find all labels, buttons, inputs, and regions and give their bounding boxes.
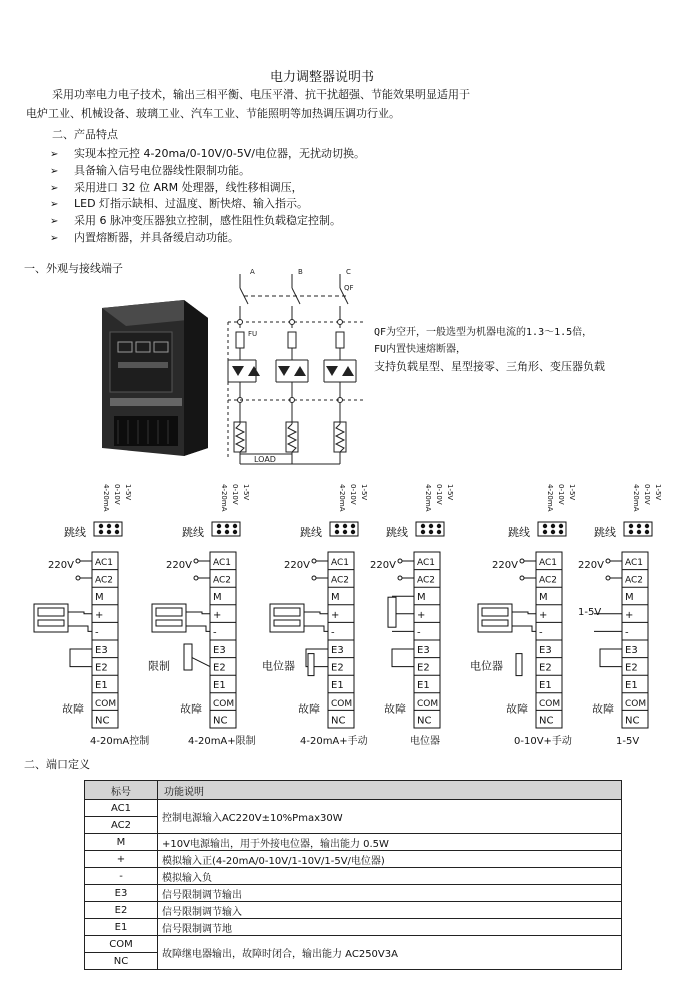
- jumper-pin: [225, 530, 229, 534]
- wire: [186, 626, 210, 631]
- wiring-caption: 4-20mA控制: [90, 736, 150, 747]
- wiring-block: [470, 484, 576, 747]
- intro-line-2: 电炉工业、机械设备、玻璃工业、汽车工业、节能照明等加热调压调功行业。: [26, 107, 400, 120]
- jumper-pin: [551, 530, 555, 534]
- jumper-pin: [559, 524, 563, 528]
- terminal-label: E2: [95, 662, 108, 674]
- feature-item: ➢ 采用进口 32 位 ARM 处理器，线性移相调压，: [50, 180, 365, 197]
- table-row: NC: [85, 953, 622, 970]
- jumper-pin: [99, 524, 103, 528]
- jumper-pin: [351, 524, 355, 528]
- jumper-label: 跳线: [64, 526, 86, 539]
- jumper-pin: [335, 530, 339, 534]
- section-appearance-heading: 一、外观与接线端子: [24, 262, 123, 275]
- load-label: LOAD: [254, 455, 276, 464]
- jumper-option-label: 0-10V: [643, 484, 651, 505]
- table-row: AC1 控制电源输入AC220V±10%Pmax30W: [85, 800, 622, 817]
- jumper-option-label: 0-10V: [113, 484, 121, 505]
- col-desc-header: 功能说明: [158, 781, 622, 800]
- terminal-label: AC2: [625, 575, 644, 586]
- limit-label: 限制: [148, 659, 170, 673]
- col-label-header: 标号: [85, 781, 158, 800]
- arrow-bullet-icon: ➢: [50, 149, 59, 160]
- wiring-caption: 电位器: [410, 736, 440, 747]
- jumper-pin: [217, 524, 221, 528]
- terminal-label: COM: [625, 698, 647, 709]
- jumper-pin: [543, 530, 547, 534]
- arrow-bullet-icon: ➢: [50, 199, 59, 211]
- jumper-option-label: 1-5V: [360, 484, 368, 501]
- terminal-label: COM: [331, 698, 353, 709]
- jumper-option-label: 4-20mA: [424, 484, 432, 512]
- jumper-label: 跳线: [386, 526, 408, 539]
- jumper-pin: [637, 524, 641, 528]
- input-terminal: [76, 576, 80, 580]
- arrow-bullet-icon: ➢: [50, 232, 59, 244]
- jumper-pin: [429, 524, 433, 528]
- jumper-pin: [421, 530, 425, 534]
- jumper-option-label: 1-5V: [568, 484, 576, 501]
- terminal-label: E2: [213, 662, 226, 674]
- wire: [304, 612, 328, 614]
- terminal-label: +: [417, 609, 426, 621]
- circuit-notes: [374, 324, 605, 375]
- input-terminal: [520, 559, 524, 563]
- input-terminal: [312, 576, 316, 580]
- wiring-caption: 4-20mA+限制: [188, 736, 256, 747]
- document-title: 电力调整器说明书: [270, 70, 375, 85]
- terminal-label: E1: [625, 680, 638, 692]
- arrow-bullet-icon: ➢: [50, 182, 59, 194]
- terminal-label: E3: [625, 645, 638, 656]
- jumper-pin: [429, 530, 433, 534]
- jumper-label: 跳线: [508, 526, 530, 539]
- jumper-option-label: 1-5V: [242, 484, 250, 501]
- input-terminal: [194, 576, 198, 580]
- fault-label: 故障: [298, 702, 320, 716]
- terminal-label: M: [213, 592, 222, 604]
- feature-item: ➢ LED 灯指示缺相、过温度、断快熔、输入指示。: [50, 196, 365, 213]
- table-row: E2 信号限制调节输入: [85, 902, 622, 919]
- jumper-option-label: 0-10V: [349, 484, 357, 505]
- terminal-label: NC: [331, 715, 346, 727]
- terminal-label: AC1: [95, 558, 114, 568]
- three-phase-circuit-diagram: [220, 264, 370, 472]
- input-terminal: [76, 559, 80, 563]
- voltage-label: 220V: [492, 560, 518, 571]
- jumper-option-label: 4-20mA: [632, 484, 640, 512]
- terminal-label: M: [417, 592, 426, 604]
- terminal-label: E1: [417, 680, 430, 692]
- wire: [392, 649, 414, 667]
- jumper-pin: [217, 530, 221, 534]
- jumper-label: 跳线: [594, 526, 616, 539]
- jumper-label: 跳线: [182, 526, 204, 539]
- feature-list: [50, 146, 365, 247]
- jumper-pin: [233, 524, 237, 528]
- phase-a-label: A: [250, 268, 255, 276]
- wiring-caption: 0-10V+手动: [514, 736, 572, 747]
- terminal-label: NC: [625, 715, 640, 727]
- note-line: FU内置快速熔断器，: [374, 344, 467, 355]
- terminal-label: E2: [331, 662, 344, 674]
- terminal-label: AC2: [417, 575, 436, 586]
- jumper-pin: [551, 524, 555, 528]
- terminal-label: AC2: [95, 575, 114, 586]
- terminal-label: -: [625, 627, 629, 639]
- terminal-label: +: [331, 609, 340, 621]
- terminal-label: -: [539, 627, 543, 639]
- terminal-label: +: [539, 609, 548, 621]
- port-definition-table: [84, 780, 622, 970]
- terminal-label: E3: [539, 645, 552, 656]
- potentiometer-label: 电位器: [262, 659, 295, 673]
- input-terminal: [606, 576, 610, 580]
- feature-item: ➢ 内置熔断器，并具备缓启动功能。: [50, 230, 365, 247]
- terminal-label: +: [213, 609, 222, 621]
- wiring-block: [370, 484, 454, 747]
- terminal-label: COM: [539, 698, 561, 709]
- terminal-label: E1: [95, 680, 108, 692]
- jumper-option-label: 1-5V: [124, 484, 132, 501]
- terminal-label: NC: [417, 715, 432, 727]
- jumper-pin: [225, 524, 229, 528]
- jumper-pin: [343, 530, 347, 534]
- terminal-label: AC2: [539, 575, 558, 586]
- terminal-label: -: [331, 627, 335, 639]
- jumper-pin: [335, 524, 339, 528]
- jumper-option-label: 4-20mA: [220, 484, 228, 512]
- jumper-pin: [437, 524, 441, 528]
- terminal-label: E2: [539, 662, 552, 674]
- potentiometer-label: 电位器: [470, 659, 503, 673]
- terminal-label: NC: [213, 715, 228, 727]
- wiring-block: [148, 484, 256, 747]
- fault-label: 故障: [506, 702, 528, 716]
- qf-label: QF: [344, 284, 354, 292]
- wire: [304, 626, 328, 631]
- jumper-pin: [107, 530, 111, 534]
- wiring-caption: 4-20mA+手动: [300, 736, 368, 747]
- section-ports-heading: 二、端口定义: [24, 758, 90, 771]
- terminal-label: -: [417, 627, 421, 639]
- jumper-option-label: 0-10V: [557, 484, 565, 505]
- potentiometer: [516, 654, 522, 676]
- voltage-label: 220V: [284, 560, 310, 571]
- jumper-pin: [559, 530, 563, 534]
- jumper-pin: [421, 524, 425, 528]
- jumper-pin: [637, 530, 641, 534]
- terminal-label: -: [213, 627, 217, 639]
- terminal-label: E3: [95, 645, 108, 656]
- jumper-option-label: 4-20mA: [546, 484, 554, 512]
- jumper-option-label: 0-10V: [231, 484, 239, 505]
- terminal-label: AC2: [213, 575, 232, 586]
- wire: [600, 649, 622, 667]
- jumper-pin: [233, 530, 237, 534]
- jumper-pin: [437, 530, 441, 534]
- table-row: + 模拟输入正(4-20mA/0-10V/1-10V/1-5V/电位器): [85, 851, 622, 868]
- fu-label: FU: [248, 330, 258, 338]
- intro-line-1: 采用功率电力电子技术，输出三相平衡、电压平滑、抗干扰超强、节能效果明显适用于: [52, 88, 470, 101]
- note-line: QF为空开，一般选型为机器电流的1.3～1.5倍，: [374, 327, 593, 338]
- terminal-label: E2: [417, 662, 430, 674]
- input-terminal: [520, 576, 524, 580]
- terminal-label: +: [625, 609, 634, 621]
- voltage-label: 220V: [370, 560, 396, 571]
- table-header-row: [85, 781, 622, 800]
- terminal-label: AC1: [417, 558, 436, 568]
- jumper-option-label: 0-10V: [435, 484, 443, 505]
- phase-b-label: B: [298, 268, 303, 276]
- terminal-label: AC1: [539, 558, 558, 568]
- jumper-option-label: 1-5V: [654, 484, 662, 501]
- limit-potentiometer: [184, 644, 192, 670]
- wire: [192, 658, 210, 667]
- jumper-pin: [543, 524, 547, 528]
- terminal-label: -: [95, 627, 99, 639]
- table-row: COM 故障继电器输出，故障时闭合，输出能力 AC250V3A: [85, 936, 622, 953]
- jumper-pin: [99, 530, 103, 534]
- voltage-label: 220V: [578, 560, 604, 571]
- wire: [68, 626, 92, 631]
- wiring-block: [34, 484, 149, 747]
- wiring-block: [262, 484, 368, 747]
- terminal-label: M: [539, 592, 548, 604]
- jumper-pin: [645, 524, 649, 528]
- terminal-label: NC: [539, 715, 554, 727]
- wire: [512, 612, 536, 614]
- wire: [186, 612, 210, 614]
- voltage-label: 220V: [48, 560, 74, 571]
- table-row: M +10V电源输出，用于外接电位器，输出能力 0.5W: [85, 834, 622, 851]
- wiring-caption: 1-5V: [616, 736, 640, 747]
- terminal-label: E1: [213, 680, 226, 692]
- terminal-label: AC2: [331, 575, 350, 586]
- potentiometer: [388, 597, 396, 627]
- fault-label: 故障: [180, 702, 202, 716]
- terminal-label: E2: [625, 662, 638, 674]
- jumper-pin: [115, 530, 119, 534]
- jumper-option-label: 4-20mA: [102, 484, 110, 512]
- terminal-label: M: [95, 592, 104, 604]
- input-terminal: [398, 559, 402, 563]
- feature-item: ➢ 采用 6 脉冲变压器独立控制，感性阻性负载稳定控制。: [50, 213, 365, 230]
- table-row: - 模拟输入负: [85, 868, 622, 885]
- jumper-pin: [629, 524, 633, 528]
- terminal-label: E3: [213, 645, 226, 656]
- wire: [512, 626, 536, 631]
- jumper-pin: [645, 530, 649, 534]
- terminal-label: E3: [331, 645, 344, 656]
- phase-c-label: C: [346, 268, 351, 276]
- jumper-pin: [351, 530, 355, 534]
- jumper-label: 跳线: [300, 526, 322, 539]
- wiring-block: [578, 484, 662, 747]
- fault-label: 故障: [592, 702, 614, 716]
- product-photo: [88, 298, 220, 460]
- input-terminal: [312, 559, 316, 563]
- terminal-label: COM: [95, 698, 117, 709]
- input-terminal: [606, 559, 610, 563]
- arrow-bullet-icon: ➢: [50, 165, 59, 177]
- feature-item: ➢ 实现本控元控 4-20ma/0-10V/0-5V/电位器，无扰动切换。: [50, 146, 365, 163]
- range-1-5v-label: 1-5V: [578, 606, 602, 618]
- input-terminal: [194, 559, 198, 563]
- note-line: 支持负载星型、星型接零、三角形、变压器负载: [374, 360, 605, 373]
- terminal-label: E1: [331, 680, 344, 692]
- wire: [70, 649, 92, 667]
- features-heading: 二、产品特点: [52, 128, 118, 141]
- jumper-pin: [107, 524, 111, 528]
- terminal-label: +: [95, 609, 104, 621]
- terminal-label: AC1: [625, 558, 644, 568]
- wire: [68, 612, 92, 614]
- voltage-label: 220V: [166, 560, 192, 571]
- jumper-pin: [343, 524, 347, 528]
- terminal-label: AC1: [213, 558, 232, 568]
- jumper-pin: [115, 524, 119, 528]
- wiring-diagrams: [0, 480, 700, 758]
- terminal-label: M: [625, 592, 634, 604]
- feature-item: ➢ 具备输入信号电位器线性限制功能。: [50, 163, 365, 180]
- terminal-label: COM: [213, 698, 235, 709]
- jumper-option-label: 1-5V: [446, 484, 454, 501]
- terminal-label: M: [331, 592, 340, 604]
- terminal-label: NC: [95, 715, 110, 727]
- table-row: E3 信号限制调节输出: [85, 885, 622, 902]
- jumper-pin: [629, 530, 633, 534]
- terminal-label: E1: [539, 680, 552, 692]
- terminal-label: AC1: [331, 558, 350, 568]
- arrow-bullet-icon: ➢: [50, 216, 59, 228]
- table-row: AC2: [85, 817, 622, 834]
- input-terminal: [398, 576, 402, 580]
- fault-label: 故障: [384, 702, 406, 716]
- potentiometer: [308, 654, 314, 676]
- fault-label: 故障: [62, 702, 84, 716]
- jumper-option-label: 4-20mA: [338, 484, 346, 512]
- terminal-label: COM: [417, 698, 439, 709]
- table-row: E1 信号限制调节地: [85, 919, 622, 936]
- terminal-label: E3: [417, 645, 430, 656]
